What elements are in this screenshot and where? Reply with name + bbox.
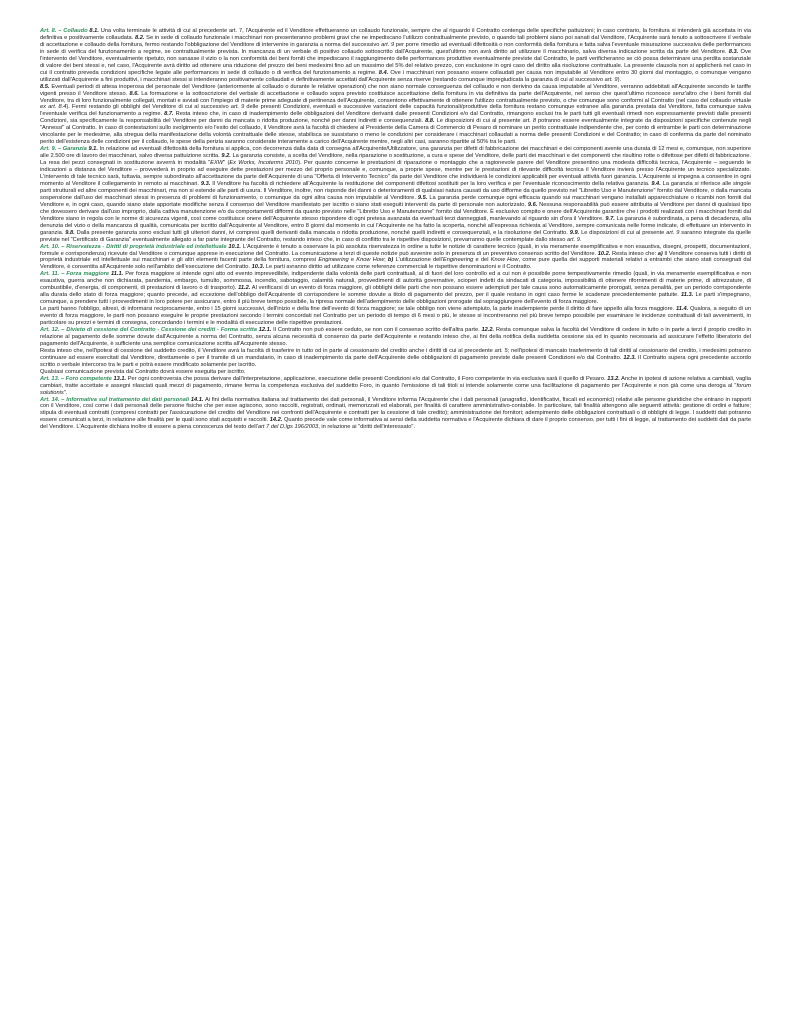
paragraph-text: , in relazione ai "diritti dell'interessato". bbox=[318, 424, 416, 431]
paragraph-text: L'utilizzazione dell' bbox=[393, 257, 443, 264]
paragraph bbox=[40, 146, 751, 243]
paragraph-text: e bbox=[348, 257, 357, 264]
clause-number: 9.3. bbox=[200, 180, 211, 187]
clause-number: 12.3. bbox=[623, 354, 637, 361]
clause-number: 8.3. bbox=[728, 48, 739, 55]
paragraph-text: Per ogni controversia che possa derivare dall'interpretazione, applicazione, esecuzione delle presenti Condizioni e/o dal Contratto, il Foro competente in via esclusiva sarà il quello di Pesaro. bbox=[126, 375, 608, 382]
paragraph bbox=[40, 244, 751, 272]
paragraph-text: e del bbox=[473, 257, 491, 264]
paragraph-text: Il Venditore ha facoltà di richiedere all'Acquirente la restituzione dei componenti difettosi sostituiti per la loro verifica e per l'eventuale riconoscimento della relativa garanzia. bbox=[210, 180, 652, 187]
clause-number: 8.7. bbox=[164, 111, 174, 118]
paragraph-text: art. 9 bbox=[604, 76, 618, 83]
paragraph-text: Una volta terminate le attività di cui al precedente art. 7, l'Acquirente ed il Venditore effettueranno un collaudo funzionale, sempre che al riguardo il Contratto contenga delle specifiche pattuizioni; in caso contrario, la fornitura si intenderà già accettata in via definitiva e positivamente collaudata. bbox=[40, 28, 751, 41]
paragraph-text: Dalla presente garanzia sono esclusi tutti gli ulteriori danni, ivi compresi quelli derivanti dalla mancata o ridotta produzione, nonché quelli indiretti e consequenziali, e la risoluzione del Contratto. bbox=[74, 229, 570, 236]
paragraph-text: Anche in ipotesi di azione relativa a cambiali, vaglia cambiari, tratte accettate e assegni rilasciati quali mezzi di pagamento, rimane ferma la competenza esclusiva del suddetto Foro, in quanto l'emissione di tali titoli si intende solamente come una facilitazione di pagamento per l'Acquirente e non già come una deroga al " bbox=[40, 375, 752, 389]
clause-number: 10.3. bbox=[251, 264, 265, 271]
clause-number: 9.9. bbox=[569, 229, 580, 236]
clause-number: 8.2. bbox=[134, 34, 145, 41]
paragraph-text: Ove l'intervento del Venditore, eventualmente ripetuto, non sanasse il vizio o la non conformità dei beni forniti che impediscano il raggiungimento delle performances produttive eventualmente previste dal Contratto, le parti verificheranno se ciò possa determinare una perdita sostanziale di valore dei beni stessi e, nel caso, l'Acquirente avrà diritto ad ottenere una riduzione del prezzo dei beni medesimi fino ad un massimo del 5% del relativo prezzo, con esclusione in ogni caso del diritto alla risoluzione contrattuale. La presente clausola non si applicherà nel caso in cui il contratto preveda condizioni specifiche legate alle performances in sede di collaudo o di verifica del funzionamento a regime. bbox=[40, 48, 751, 76]
paragraph-text: Il Contratto supera ogni precedente accordo scritto o verbale intercorso tra le parti e potrà essere modificato solamente per iscritto. bbox=[40, 354, 751, 368]
paragraph-text: ex art. 8.4 bbox=[40, 104, 67, 111]
paragraph-text: Eventuali periodi di attesa inoperosa del personale del Venditore (anteriormente al collaudo o durante le relative operazioni) che non siano normale conseguenza del collaudo e non derivino da causa imputabile al Venditore, verranno addebitati all'Acquirente secondo le tariffe vigenti presso il Venditore stesso. bbox=[40, 83, 751, 97]
paragraph-text: Engineering bbox=[318, 257, 349, 264]
paragraph-text: delle presenti Condizioni, eventuali e successive variazioni delle capacità funzionali/produttive della fornitura restano comunque estranee alla garanzia prestata dal Venditore, fatta comunque salva l'eventuale verifica del funzionamento a regime. bbox=[40, 104, 751, 118]
paragraph bbox=[40, 348, 751, 369]
paragraph-text: . bbox=[579, 236, 582, 243]
clause-number: 8.8. bbox=[425, 118, 435, 125]
paragraph-text: Engineering bbox=[442, 257, 474, 264]
paragraph-text: art. 9 bbox=[666, 229, 680, 236]
paragraph-text: Resta inteso che, in caso di inadempimento delle obbligazioni del Venditore derivanti dalle presenti Condizioni e/o dal Contratto, rimangono esclusi tra le parti tutti gli eventuali rimedi non espressamente previsti dalle presenti Condizioni, sia specificamente la responsabilità del Venditore per danni da mancata o ridotta produzione, nonché per danni indiretti e consequenziali. bbox=[40, 111, 751, 125]
paragraph bbox=[40, 397, 751, 432]
paragraph-text: ; nell'ipotesi di mancato trasferimento di tali diritti al cessionario del credito, i medesimi potranno continuare ad essere esercitati dal Venditore, direttamente o per il tramite di un mandatario, in caso di inadempimento da parte dell'Acquirente delle obbligazioni di pagamento previste dalle presenti Condizioni e/o dal Contratto. bbox=[40, 347, 751, 361]
paragraph-text: art. 9 bbox=[381, 41, 395, 48]
paragraph-text: Resta inteso che: bbox=[610, 250, 658, 257]
paragraph-text: Quanto precede vale come informativa ai sensi della suddetta normativa e l'Acquirente dichiara di dare il proprio consenso, per tutti i fini di legge, al trattamento dei suddetti dati da parte del Venditore. L'Acquirente dichiara inoltre di essere a piena conoscenza del testo dell' bbox=[40, 417, 752, 431]
clause-number: 9.8. bbox=[65, 229, 75, 236]
clause-number: 9.5. bbox=[417, 194, 428, 201]
paragraph-text: Qualora, a seguito di un evento di forza maggiore, le parti non possano eseguire le proprie prestazioni secondo i termini concordati nel Contratto per un periodo di tempo di 6 mesi o più, le stesse si incontreranno nel più breve tempo possibile per esaminare le incidenze contrattuali di tali avvenimenti, in particolare su prezzi e termini di consegna, concordando i termini e le modalità di esecuzione delle rispettive prestazioni. bbox=[40, 306, 751, 327]
article-heading: Art. 8. – Collaudo bbox=[40, 28, 90, 34]
paragraph bbox=[40, 84, 751, 147]
paragraph-text: Il Contratto non può essere ceduto, se non con il consenso scritto dell'altra parte. bbox=[271, 326, 482, 333]
paragraph-text: La garanzia consiste, a scelta del Venditore, nella riparazione o sostituzione, a cura e spese del Venditore, delle parti dei macchinari e dei componenti che risultino rotte o difettose per difetti di fabbricazione. La resa dei pezzi consegnati in sostituzione avverrà in modalità " bbox=[40, 153, 751, 167]
paragraph-text: per porre rimedio ad eventuali difettosità o non conformità della fornitura e fatta salva l'eventuale misurazione successiva delle performances in sede di verifica del funzionamento a regime, se contrattualmente prevista. In mancanza di un verbale di positivo collaudo sottoscritto dall'Acquirente, quest'ultimo non avrà diritto ad utilizzare il macchinario, salva diversa indicazione scritta da parte del Venditore. bbox=[40, 41, 751, 55]
clause-number: 8.4. bbox=[378, 69, 389, 76]
paragraph-text: , come pure quella dei supporti materiali relativi a entrambi che siano stati consegnati dal Venditore, è consentita all'Acquirente solo nell'ambito dell'esecuzione del Contratto. bbox=[40, 257, 752, 271]
paragraph-text: Ai fini della normativa italiana sul trattamento dei dati personali, il Venditore informa l'Acquirente che i dati personali (anagrafici, identificativi, fiscali ed economici) relativi alle persone giuridiche che entrano in rapporti con il Venditore, così come i dati personali delle persone fisiche che per esse agiscono, sono raccolti, registrati, ordinati, memorizzati ed elaborati, per finalità di carattere amministrativo-contabile. In particolare, tali finalità attengono alle seguenti attività: gestione di ordini e fatture; stipula di eventuali contratti (compresi contratti per l'assicurazione del credito del Venditore nei confronti dell'Acquirente e contratti per la cessione di tale credito); amministrazione dei fornitori; adempimento delle obbligazioni contrattuali o di obblighi di legge. I suddetti dati potranno essere comunicati a terzi, in relazione alle finalità per le quali sono stati acquisiti e raccolti. bbox=[40, 396, 751, 424]
paragraph-text: ). Per quanto concerne le prestazioni di riparazione o montaggio che a ragionevole parere del Venditore presentino una modesta difficoltà tecnica, l'Acquirente – seguendo le indicazioni a distanza del Venditore – provvederà in proprio ad eseguire dette prestazioni per mezzo del proprio personale e, comunque, a proprie spese, mentre per le prestazioni di rilevante difficoltà tecnica il Venditore invierà presso l'Acquirente un tecnico specializzato. L'intervento di tale tecnico sarà, tuttavia, sempre subordinato all'accettazione da parte dell'Acquirente di una "Offerta di Intervento Tecnico" da parte del Venditore che individuerà le condizioni applicabili per eventuali attività fuori garanzia. L'Acquirente si impegna a consentire in ogni momento al Venditore il collegamento in remoto ai macchinari. bbox=[40, 160, 751, 187]
paragraph-text: Resta inteso che, nell'ipotesi di cessione del suddetto credito, il Venditore avrà la facoltà di trasferire in tutto od in parte al cessionario del credito anche i diritti di cui al precedente bbox=[40, 347, 495, 354]
article-heading: Art. 14. – Informativa sul trattamento dei dati personali bbox=[40, 396, 191, 403]
paragraph-text: La garanzia perde comunque ogni efficacia quando sui macchinari vengano installati apparecchiature o ricambi non forniti dal Venditore e, in ogni caso, quando siano state apportate modifiche senza il consenso del Venditore manifestato per iscritto o siano stati eseguiti interventi da parte di personale non autorizzato. bbox=[40, 194, 752, 208]
paragraph-text: Al verificarsi di un evento di forza maggiore, gli obblighi delle parti che non possano essere adempiuti per tale causa sono automaticamente prorogati, senza penalità, per un periodo corrispondente alla durata dello stato di forza maggiore; quanto precede, ad eccezione dell'obbligo dell'Acquirente di corrispondere le somme dovute a titolo di pagamento del prezzo, per il quale restano in ogni caso ferme le scadenze precedentemente pattuite. bbox=[40, 285, 751, 299]
paragraph-text: Know How bbox=[356, 257, 385, 264]
article-heading: Art. 13. – Foro competente bbox=[40, 375, 114, 382]
clause-number: 13.2. bbox=[607, 375, 620, 382]
clause-number: 9.2. bbox=[221, 153, 231, 160]
paragraph-text: Le disposizioni di cui al presente bbox=[434, 118, 523, 125]
paragraph-text: Le parti hanno l'obbligo, altresì, di informarsi reciprocamente, entro i 15 giorni successivi, dell'inizio e della fine dell'evento di forza maggiore; se tale obbligo non viene adempiuto, la parte inadempiente perde il diritto di fare appello alla forza maggiore. bbox=[40, 306, 676, 313]
clause-number: a) bbox=[657, 250, 663, 257]
paragraph-text: Know How bbox=[490, 257, 519, 264]
paragraph-text: " ( bbox=[223, 160, 230, 167]
paragraph-text: ; bbox=[384, 257, 388, 264]
clause-number: 14.2. bbox=[269, 417, 283, 424]
paragraph-text: Resta comunque salva la facoltà del Venditore di cedere in tutto o in parte a terzi il proprio credito in relazione al pagamento delle somme dovute dall'Acquirente a norma del Contratto, senza alcuna necessità di consenso da parte dell'Acquirente e restando inteso che, ai fini della notifica della suddetta cessione sia ed in quanto necessaria ad assicurare l'effetto liberatorio del pagamento dell'Acquirente, è sufficiente una semplice comunicazione scritta all'Acquirente stesso. bbox=[40, 326, 751, 347]
paragraph-text: La garanzia si riferisce alle singole parti strutturali ed altre componenti dei macchinari, ma non si estende alle parti di usura. Il Venditore, inoltre, non risponde dei danni o deterioramenti di qualsiasi natura causati da uso difforme da quello previsto nel "Libretto Uso e Manutenzione" fornito dal Venditore, o dalla mancata sospensione dall'uso dei macchinari stessi in presenza di problemi di funzionamento, o comunque da ogni altra causa non imputabile al Venditore. bbox=[40, 180, 751, 201]
paragraph-text: La formazione e la sottoscrizione del verbale di accettazione e collaudo sopra previsto costituisce accettazione della fornitura in via definitiva da parte dell'Acquirente, nel senso che quest'ultimo riconosce senz'altro che i beni forniti dal Venditore, tra di loro funzionalmente collegati, montati e avviati con l'impiego di materie prime adeguate di pertinenza dell'Acquirente, consentono effettivamente di ottenere l'utilizzo contrattualmente previsto, o che comunque sono conformi al Contratto (nel caso del collaudo virtuale bbox=[40, 90, 751, 104]
paragraph-text: art. 5 bbox=[494, 347, 508, 354]
clause-number: 12.1. bbox=[258, 326, 272, 333]
paragraph bbox=[40, 271, 751, 306]
paragraph-text: In relazione ad eventuali difettosità della fornitura si applica, con decorrenza dalla data di consegna all'Acquirente/Utilizzatore, una garanzia per difetti di fabbricazione dei macchinari e dei componenti avente una durata di 12 mesi e, comunque, non superiore alle 2.500 ore di lavoro dei macchinari, salvo diversa pattuizione scritta. bbox=[40, 146, 752, 160]
paragraph bbox=[40, 28, 751, 84]
article-heading: Art. 12. – Divieto di cessione del Contratto - Cessione dei crediti - Forma scritta bbox=[40, 326, 259, 333]
paragraph-text: art. 9 bbox=[230, 104, 245, 111]
clause-number: 8.5. bbox=[40, 83, 50, 90]
paragraph-text: art. 8 bbox=[522, 118, 536, 125]
clause-number: 14.1. bbox=[190, 396, 204, 403]
clause-number: 10.1. bbox=[228, 243, 241, 250]
article-heading: Art. 10. – Riservatezza - Diritti di proprietà industriale ed intellettuale bbox=[40, 243, 229, 250]
paragraph-text: ". bbox=[63, 389, 68, 396]
paragraph-text: Per forza maggiore si intende ogni atto od evento imprevedibile, indipendente dalla volontà delle parti contrattuali, al di fuori del loro controllo ed a cui non è possibile porre tempestivamente rimedio (quali, in via meramente esemplificativa e non esaustiva, guerra anche non dichiarata, pandemia, embargo, tumulto, sommossa, incendio, sabotaggio, calamità naturali, provvedimenti di autorità governative, scioperi indetti da sindacati di categoria, impossibilità di ottenere rifornimenti di materie prime, di attrezzature, di combustibile, d'energia, di componenti, di prestazioni di lavoro o di trasporto). bbox=[40, 271, 751, 292]
paragraph-text: Ex Works, Incoterms 2010 bbox=[229, 160, 299, 167]
clause-number: 8.6. bbox=[129, 90, 139, 97]
paragraph-text: Le disposizioni di cui al presente bbox=[579, 229, 667, 236]
clause-number: 11.4. bbox=[675, 306, 689, 313]
paragraph-text: ). Fermi restando gli obblighi del Venditore di cui al successivo bbox=[66, 104, 231, 111]
paragraph-text: ). bbox=[617, 76, 622, 83]
clause-number: b) bbox=[387, 257, 394, 264]
paragraph-text: La garanzia è subordinata, a pena di decadenza, alla denunzia del vizio o della mancanza di qualità, comunicata per iscritto dall'Acquirente al Venditore, entro 8 giorni dal momento in cui l'Acquirente ne ha fatto la scoperta, nonché all'espressa richiesta al Venditore, sempre comunicata nelle forme indicate, di effettuare un intervento in garanzia. bbox=[40, 215, 751, 236]
clause-number: 13.1. bbox=[113, 375, 127, 382]
clause-number: 9.6. bbox=[527, 201, 538, 208]
clause-number: 8.1. bbox=[89, 28, 99, 34]
paragraph-text: EXW bbox=[210, 160, 224, 167]
clause-number: 9.4. bbox=[651, 180, 661, 187]
clause-number: 11.1. bbox=[111, 271, 124, 278]
paragraph-text: forum solutionis bbox=[40, 382, 751, 396]
article-heading: Art. 9. – Garanzia bbox=[40, 146, 89, 153]
paragraph-text: art. 9 bbox=[566, 236, 580, 243]
clause-number: 11.3. bbox=[681, 292, 694, 299]
paragraph bbox=[40, 376, 751, 397]
paragraph bbox=[40, 306, 751, 327]
article-heading: Art. 11. – Forza maggiore bbox=[40, 271, 112, 278]
paragraph-text: Le parti s'impegnano, comunque, a prendere tutti i provvedimenti in loro potere per assicurare, entro il più breve tempo possibile, la ripresa normale dell'adempimento delle obbligazioni prorogate dal sopraggiungere dell'evento di forza maggiore. bbox=[40, 292, 751, 306]
paragraph-text: art 7 del D.lgs 196/2003 bbox=[257, 424, 319, 431]
paragraph-text: Se in sede di collaudo funzionale i macchinari non presenteranno problemi gravi che ne impediscano l'utilizzo contrattualmente previsto, o quando tali problemi siano poi sanati dal Venditore, l'Acquirente sarà tenuto a sottoscrivere il verbale di accettazione e collaudo della fornitura, fermo restando l'obbligazione del Venditore di intervenire in garanzia a norma del successivo bbox=[40, 34, 751, 48]
paragraph bbox=[40, 327, 751, 348]
paragraph-text: L'Acquirente è tenuto a osservare la più assoluta riservatezza in ordine a tutte le notizie di carattere tecnico (quali, in via meramente esemplificativa e non esaustiva, disegni, prospetti, documentazioni, formule e corrispondenza) ricevute dal Venditore o comunque apprese in esecuzione del Contratto. La comunicazione a terzi di queste notizie può avvenire solo in presenza di un preventivo consenso scritto del Venditore. bbox=[40, 243, 752, 257]
clause-number: 11.2. bbox=[238, 285, 251, 292]
clause-number: 12.2. bbox=[481, 326, 495, 333]
clause-number: 9.7. bbox=[605, 215, 615, 222]
paragraph-text: Ove i macchinari non possano essere collaudati per causa non imputabile al Venditore entro 30 giorni dal montaggio, o comunque vengano utilizzati dall'Acquirente a fini produttivi, i macchinari stessi si intenderanno positivamente collaudati e definitivamente accettati dall'Acquirente senza riserve (restando comunque impregiudicata la garanzia di cui al successivo bbox=[40, 69, 751, 83]
paragraph bbox=[40, 369, 751, 376]
clause-number: 10.2. bbox=[597, 250, 611, 257]
paragraph-text: Le parti avranno diritto ad utilizzare come referenze commerciali le rispettive denominazioni e il Contratto. bbox=[264, 264, 532, 271]
paragraph-text: Il Venditore conserva tutti i diritti di proprietà industriale ed intellettuale sui macchinari e gli altri elementi facenti parte della fornitura, compresi bbox=[40, 250, 751, 264]
paragraph-text: saranno integrate da quelle previste nel "Certificato di Garanzia" eventualmente allegato a far parte integrante del Contratto, restando inteso che, in caso di conflitto tra le rispettive disposizioni, prevarranno quelle contemplate dallo stesso bbox=[40, 229, 752, 243]
paragraph-text: Nessuna responsabilità può essere attribuita al Venditore per danni di qualsiasi tipo che dovessero derivare dall'uso improprio, dalla cattiva manutenzione e/o da comportamenti difformi da quanto previsto nelle "Libretto Uso e Manutenzione" fornito dal Venditore. È esclusivo compito e onere dell'Acquirente garantire che i prodotti realizzati con i macchinari forniti dal Venditore siano in regola con le norme di sicurezza vigenti, così come costituisce onere dell'Acquirente stesso rispondere di ogni pretesa avanzata da eventuali terzi danneggiati, manlevando al riguardo sin d'ora il Venditore. bbox=[40, 201, 752, 222]
paragraph-text: potranno essere eventualmente integrate da disposizioni specifiche contenute negli "Annessi" al Contratto. In caso di contestazioni sullo svolgimento e/o l'esito del collaudo, il Venditore avrà la facoltà di chiedere al Presidente della Camera di Commercio di Pesaro di nominare un perito contrattuale indipendente che, per conto di entrambe le parti con determinazione vincolante per le medesime, alla stregua della manifestazione della volontà contrattuale delle stesse, stabilisca se sussistano o meno le condizioni per considerare i macchinari collaudati a norma delle presenti Condizioni e del Contratto; in caso di conferma da parte del nominato perito dell'esistenza delle condizioni per il collaudo, le spese della perizia saranno considerate interamente a carico dell'Acquirente mentre, negli altri casi, saranno ripartite al 50% tra le parti. bbox=[40, 118, 752, 146]
clause-number: 9.1. bbox=[88, 146, 98, 153]
paragraph-text: Qualsiasi comunicazione prevista dal Contratto dovrà essere eseguita per iscritto. bbox=[40, 368, 246, 375]
